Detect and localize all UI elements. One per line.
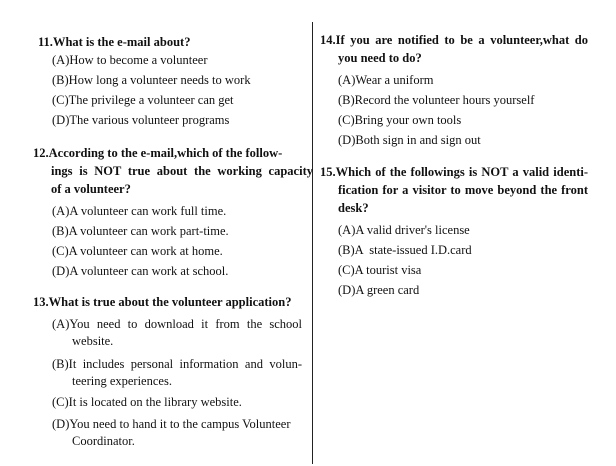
option-12-a[interactable]: (A)A volunteer can work full time.	[52, 204, 227, 218]
option-11-a[interactable]: (A)How to become a volunteer	[52, 53, 208, 67]
question-text: According to the e-mail,which of the follow-	[48, 146, 283, 160]
question-15-stem-line-2: fication for a visitor to move beyond the front	[338, 183, 588, 197]
option-11-c[interactable]: (C)The privilege a volunteer can get	[52, 93, 234, 107]
option-14-b[interactable]: (B)Record the volunteer hours yourself	[338, 93, 535, 107]
option-14-d[interactable]: (D)Both sign in and sign out	[338, 133, 481, 147]
option-12-b[interactable]: (B)A volunteer can work part-time.	[52, 224, 229, 238]
question-15-stem-line-1	[320, 163, 588, 181]
question-number: 13.	[33, 295, 49, 309]
option-12-d[interactable]: (D)A volunteer can work at school.	[52, 264, 229, 278]
option-13-b-cont: teering experiences.	[72, 374, 172, 388]
option-12-c[interactable]: (C)A volunteer can work at home.	[52, 244, 223, 258]
option-13-c[interactable]: (C)It is located on the library website.	[52, 395, 242, 409]
question-number: 12.	[33, 146, 49, 160]
question-text: If you are notified to be a volunteer,what do	[335, 33, 588, 47]
option-15-d[interactable]: (D)A green card	[338, 283, 420, 297]
question-12-stem-line-3: of a volunteer?	[51, 182, 131, 196]
option-14-a[interactable]: (A)Wear a uniform	[338, 73, 434, 87]
question-14-stem-line-2: you need to do?	[338, 51, 422, 65]
option-14-c[interactable]: (C)Bring your own tools	[338, 113, 462, 127]
question-text: What is the e-mail about?	[52, 35, 191, 49]
question-12-stem-line-1	[33, 144, 313, 162]
question-13-stem	[33, 293, 313, 311]
question-number: 14.	[320, 33, 336, 47]
option-11-b[interactable]: (B)How long a volunteer needs to work	[52, 73, 251, 87]
option-13-b[interactable]: (B)It includes personal information and volun-	[52, 357, 302, 371]
option-15-a[interactable]: (A)A valid driver's license	[338, 223, 470, 237]
column-divider	[312, 22, 313, 464]
question-number: 15.	[320, 165, 336, 179]
question-15-stem-line-3: desk?	[338, 201, 369, 215]
option-13-a[interactable]: (A)You need to download it from the school	[52, 317, 302, 331]
option-15-b[interactable]: (B)A state-issued I.D.card	[338, 243, 472, 257]
question-11-stem	[38, 33, 310, 51]
option-11-d[interactable]: (D)The various volunteer programs	[52, 113, 230, 127]
option-13-d[interactable]: (D)You need to hand it to the campus Volunteer	[52, 417, 291, 431]
question-number: 11.	[38, 35, 53, 49]
question-text: Which of the followings is NOT a valid identi-	[335, 165, 588, 179]
option-13-a-cont: website.	[72, 334, 114, 348]
option-15-c[interactable]: (C)A tourist visa	[338, 263, 422, 277]
question-12-stem-line-2: ings is NOT true about the working capacity	[51, 164, 313, 178]
question-14-stem-line-1	[320, 31, 588, 49]
option-13-d-cont: Coordinator.	[72, 434, 135, 448]
question-text: What is true about the volunteer application?	[48, 295, 292, 309]
